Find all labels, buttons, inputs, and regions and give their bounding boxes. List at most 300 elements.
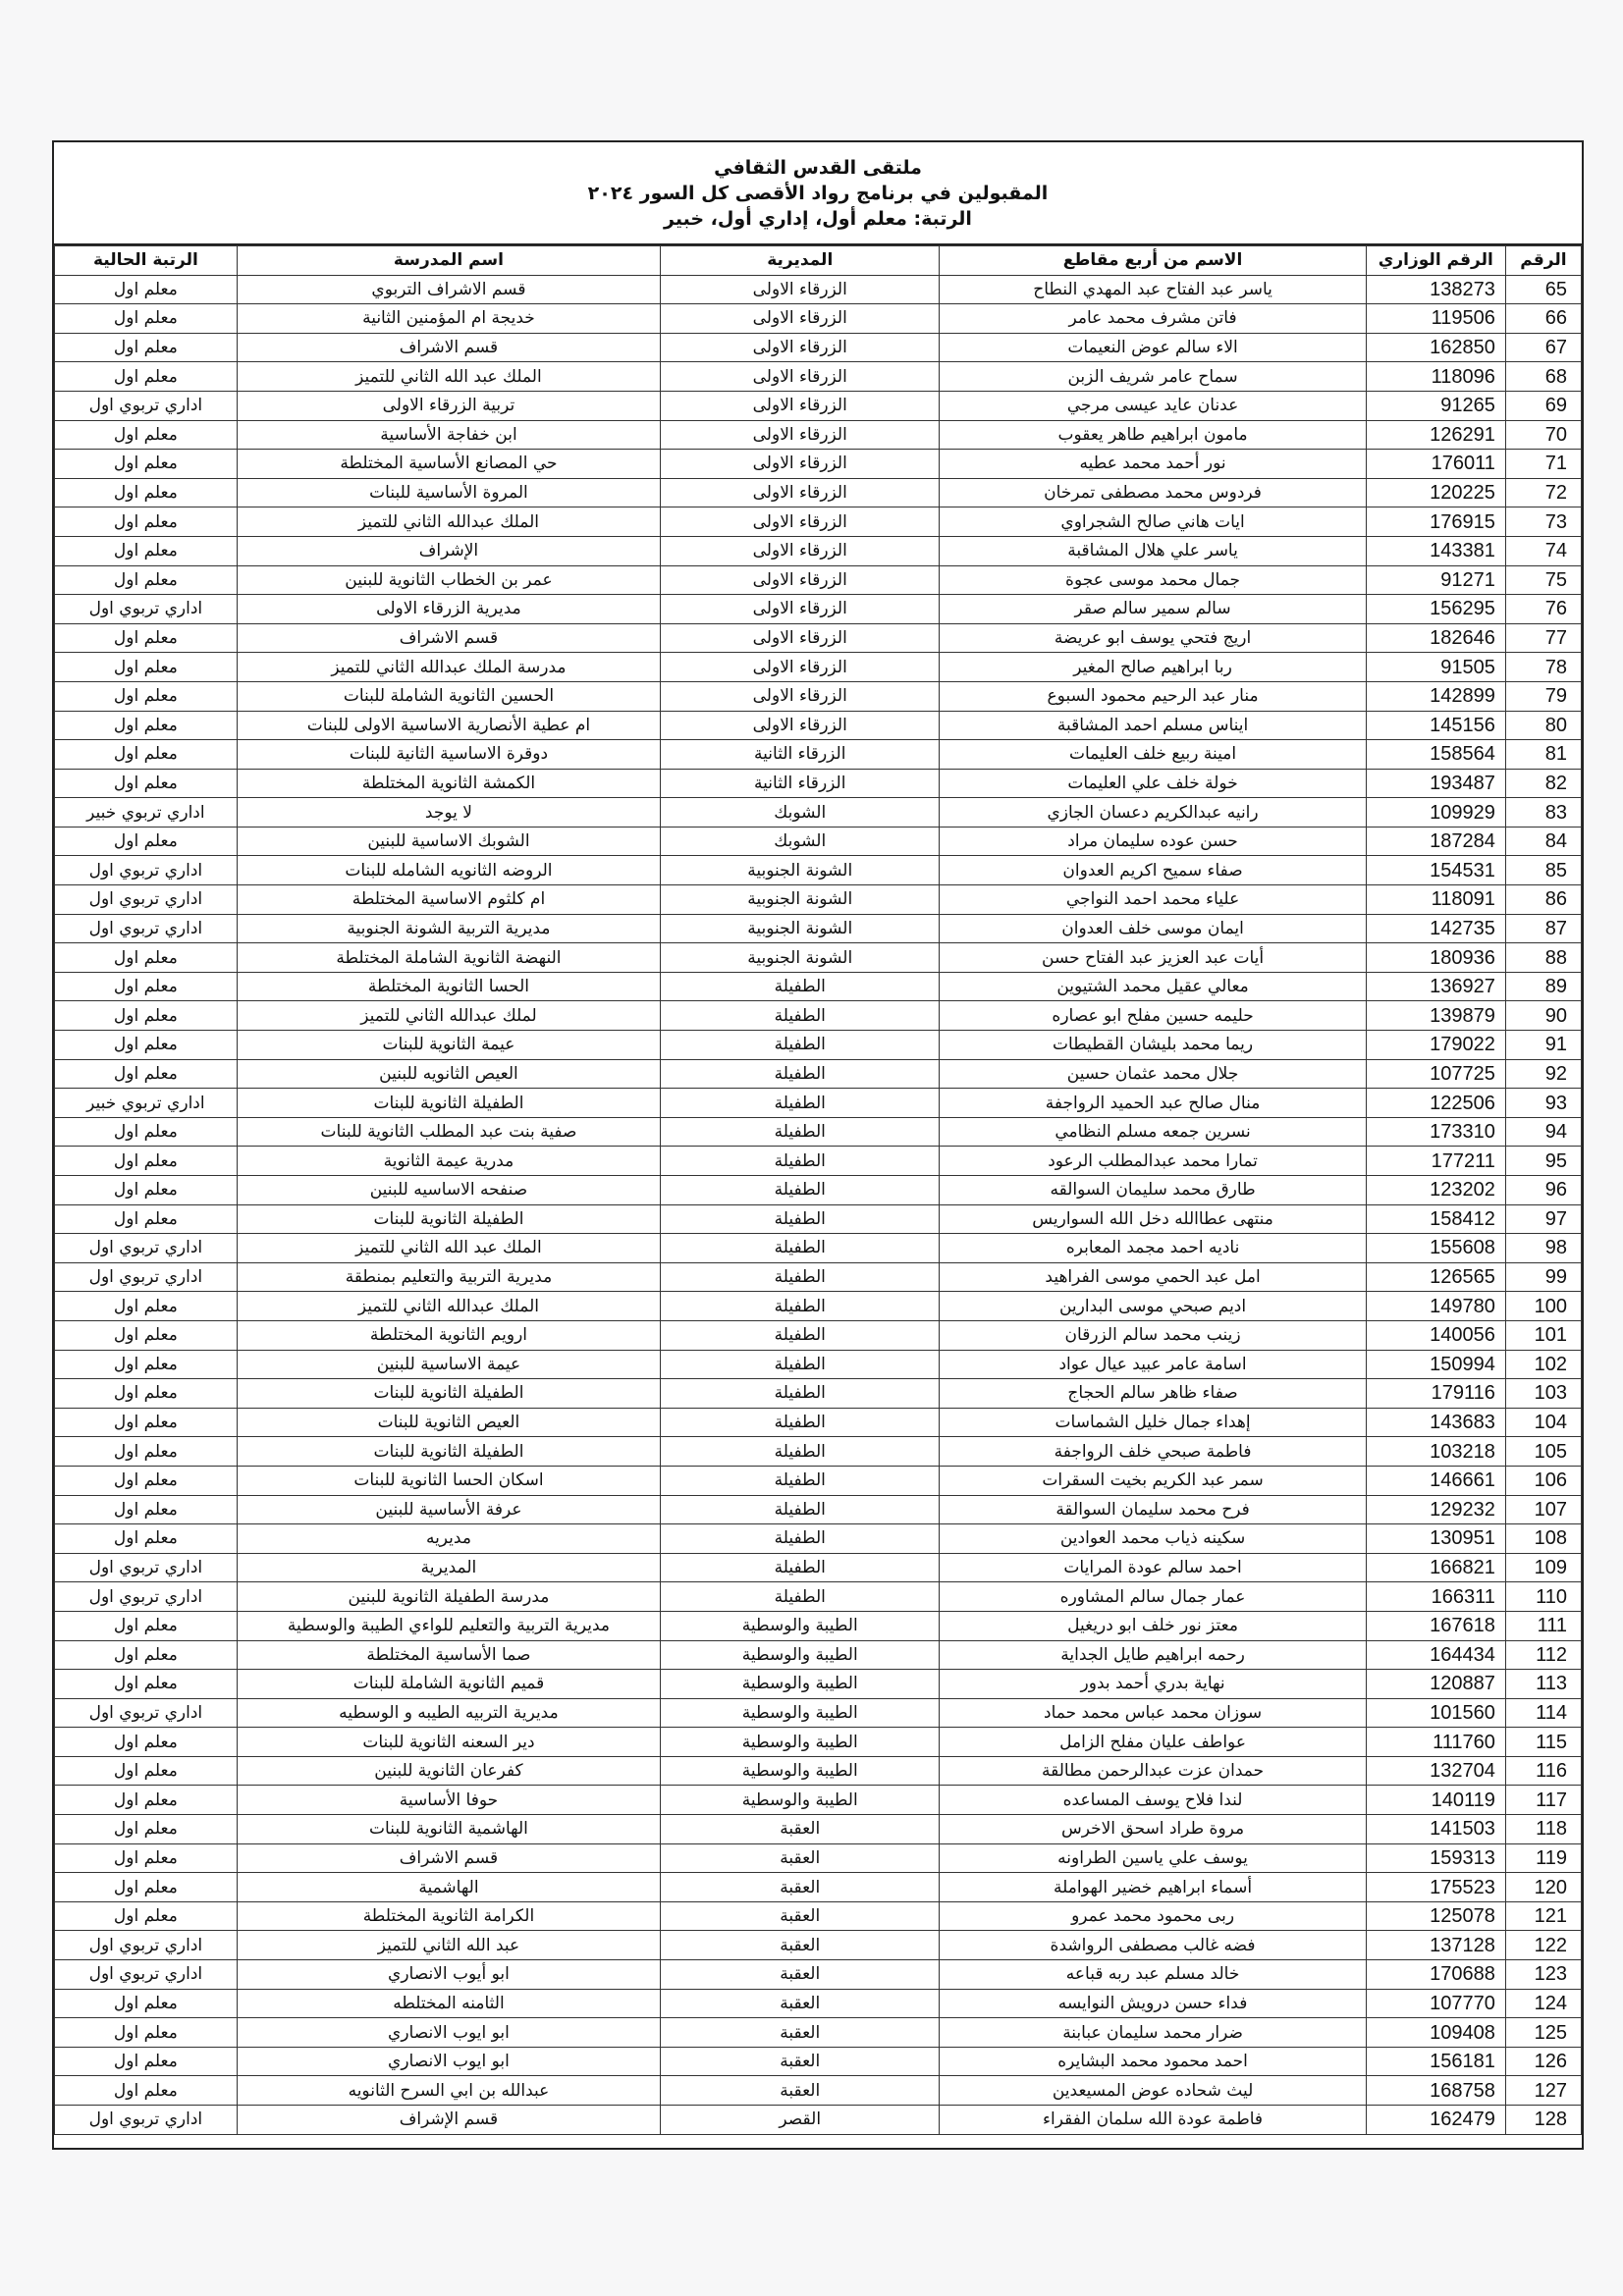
table-row <box>55 1379 1582 1409</box>
cell-directorate: الزرقاء الاولى <box>661 536 940 565</box>
table-row <box>55 653 1582 682</box>
cell-full-name: ايناس مسلم احمد المشاقبة <box>940 711 1366 740</box>
table-row <box>55 1031 1582 1060</box>
table-row <box>55 972 1582 1001</box>
cell-current-rank: اداري تربوي اول <box>55 391 238 420</box>
cell-school: قسم الاشراف التربوي <box>237 275 660 304</box>
cell-number: 126 <box>1505 2047 1581 2076</box>
cell-ministry-id: 111760 <box>1366 1728 1505 1757</box>
table-row <box>55 1204 1582 1234</box>
cell-directorate: الطيبة والوسطية <box>661 1728 940 1757</box>
cell-number: 127 <box>1505 2076 1581 2106</box>
cell-school: العيص الثانويه للبنين <box>237 1059 660 1089</box>
cell-current-rank: معلم اول <box>55 972 238 1001</box>
cell-ministry-id: 120225 <box>1366 478 1505 507</box>
header-number: الرقم <box>1505 246 1581 276</box>
cell-school: الطفيلة الثانوية للبنات <box>237 1204 660 1234</box>
cell-directorate: الزرقاء الاولى <box>661 623 940 653</box>
cell-ministry-id: 132704 <box>1366 1756 1505 1786</box>
table-row <box>55 1437 1582 1467</box>
cell-current-rank: معلم اول <box>55 1408 238 1437</box>
cell-number: 82 <box>1505 769 1581 798</box>
cell-number: 80 <box>1505 711 1581 740</box>
cell-ministry-id: 167618 <box>1366 1611 1505 1640</box>
cell-full-name: تمارا محمد عبدالمطلب الرعود <box>940 1147 1366 1176</box>
cell-full-name: نسرين جمعه مسلم النظامي <box>940 1117 1366 1147</box>
cell-full-name: عواطف عليان مفلح الزامل <box>940 1728 1366 1757</box>
cell-current-rank: معلم اول <box>55 681 238 711</box>
cell-number: 94 <box>1505 1117 1581 1147</box>
cell-full-name: ايمان موسى خلف العدوان <box>940 914 1366 943</box>
cell-current-rank: اداري تربوي اول <box>55 914 238 943</box>
cell-ministry-id: 170688 <box>1366 1960 1505 1990</box>
cell-directorate: الطفيلة <box>661 1176 940 1205</box>
header-current-rank: الرتبة الحالية <box>55 246 238 276</box>
cell-directorate: الزرقاء الثانية <box>661 740 940 770</box>
cell-current-rank: معلم اول <box>55 1873 238 1902</box>
cell-number: 87 <box>1505 914 1581 943</box>
cell-number: 105 <box>1505 1437 1581 1467</box>
cell-full-name: اديم صبحي موسى البدارين <box>940 1292 1366 1321</box>
cell-ministry-id: 179116 <box>1366 1379 1505 1409</box>
cell-school: المروة الأساسية للبنات <box>237 478 660 507</box>
cell-school: الملك عبدالله الثاني للتميز <box>237 1292 660 1321</box>
table-row <box>55 2076 1582 2106</box>
cell-current-rank: معلم اول <box>55 1728 238 1757</box>
cell-directorate: الزرقاء الاولى <box>661 333 940 362</box>
heading-rank: الرتبة: معلم أول، إداري أول، خبير <box>664 207 972 230</box>
cell-school: ارويم الثانوية المختلطة <box>237 1320 660 1350</box>
cell-current-rank: معلم اول <box>55 507 238 537</box>
cell-ministry-id: 91271 <box>1366 565 1505 595</box>
cell-school: العيص الثانوية للبنات <box>237 1408 660 1437</box>
cell-ministry-id: 130951 <box>1366 1524 1505 1554</box>
table-row <box>55 1147 1582 1176</box>
cell-full-name: فضه غالب مصطفى الرواشدة <box>940 1931 1366 1960</box>
cell-current-rank: معلم اول <box>55 1815 238 1844</box>
cell-number: 89 <box>1505 972 1581 1001</box>
cell-ministry-id: 107725 <box>1366 1059 1505 1089</box>
cell-number: 84 <box>1505 827 1581 856</box>
cell-directorate: الشونة الجنوبية <box>661 943 940 973</box>
cell-ministry-id: 101560 <box>1366 1698 1505 1728</box>
cell-full-name: رانيه عبدالكريم دعسان الجازي <box>940 798 1366 828</box>
cell-school: ابو أيوب الانصاري <box>237 1960 660 1990</box>
cell-directorate: الطفيلة <box>661 1408 940 1437</box>
cell-full-name: لندا فلاح يوسف المساعده <box>940 1786 1366 1815</box>
cell-full-name: حمدان عزت عبدالرحمن مطالقة <box>940 1756 1366 1786</box>
cell-current-rank: اداري تربوي اول <box>55 595 238 624</box>
table-header-row <box>55 246 1582 276</box>
cell-ministry-id: 166311 <box>1366 1582 1505 1612</box>
cell-full-name: إهداء جمال خليل الشماسات <box>940 1408 1366 1437</box>
cell-ministry-id: 146661 <box>1366 1466 1505 1495</box>
cell-full-name: ربا ابراهيم صالح المغير <box>940 653 1366 682</box>
cell-ministry-id: 103218 <box>1366 1437 1505 1467</box>
table-row <box>55 1350 1582 1379</box>
cell-school: عبد الله الثاني للتميز <box>237 1931 660 1960</box>
cell-full-name: أيات عبد العزيز عبد الفتاح حسن <box>940 943 1366 973</box>
header-directorate: المديرية <box>661 246 940 276</box>
cell-number: 107 <box>1505 1495 1581 1524</box>
cell-school: صنفحه الاساسيه للبنين <box>237 1176 660 1205</box>
cell-number: 88 <box>1505 943 1581 973</box>
cell-current-rank: اداري تربوي اول <box>55 1553 238 1582</box>
cell-current-rank: معلم اول <box>55 1001 238 1031</box>
cell-number: 83 <box>1505 798 1581 828</box>
table-row <box>55 1698 1582 1728</box>
cell-school: الحسا الثانوية المختلطة <box>237 972 660 1001</box>
cell-full-name: احمد سالم عودة المرايات <box>940 1553 1366 1582</box>
cell-current-rank: اداري تربوي اول <box>55 2106 238 2135</box>
cell-directorate: العقبة <box>661 2018 940 2048</box>
cell-full-name: عمار جمال سالم المشاوره <box>940 1582 1366 1612</box>
cell-full-name: ياسر علي هلال المشاقبة <box>940 536 1366 565</box>
table-row <box>55 1582 1582 1612</box>
cell-directorate: الطفيلة <box>661 1262 940 1292</box>
cell-full-name: امل عبد الحمي موسى الفراهيد <box>940 1262 1366 1292</box>
cell-full-name: زينب محمد سالم الزرقان <box>940 1320 1366 1350</box>
cell-full-name: خالد مسلم عبد ربه قباعه <box>940 1960 1366 1990</box>
table-row <box>55 595 1582 624</box>
cell-number: 90 <box>1505 1001 1581 1031</box>
table-row <box>55 943 1582 973</box>
cell-number: 69 <box>1505 391 1581 420</box>
cell-full-name: طارق محمد سليمان السوالقه <box>940 1176 1366 1205</box>
cell-ministry-id: 140056 <box>1366 1320 1505 1350</box>
cell-full-name: فاتن مشرف محمد عامر <box>940 304 1366 334</box>
cell-directorate: العقبة <box>661 1873 940 1902</box>
table-row <box>55 565 1582 595</box>
table-row <box>55 536 1582 565</box>
cell-number: 123 <box>1505 1960 1581 1990</box>
table-row <box>55 362 1582 392</box>
cell-current-rank: معلم اول <box>55 450 238 479</box>
cell-ministry-id: 173310 <box>1366 1117 1505 1147</box>
cell-current-rank: معلم اول <box>55 653 238 682</box>
cell-full-name: نور أحمد محمد عطيه <box>940 450 1366 479</box>
cell-ministry-id: 150994 <box>1366 1350 1505 1379</box>
cell-ministry-id: 129232 <box>1366 1495 1505 1524</box>
cell-school: ام كلثوم الاساسية المختلطة <box>237 885 660 915</box>
cell-number: 122 <box>1505 1931 1581 1960</box>
cell-full-name: الاء سالم عوض النعيمات <box>940 333 1366 362</box>
cell-number: 101 <box>1505 1320 1581 1350</box>
cell-directorate: الزرقاء الاولى <box>661 653 940 682</box>
cell-number: 100 <box>1505 1292 1581 1321</box>
cell-full-name: جلال محمد عثمان حسين <box>940 1059 1366 1089</box>
cell-ministry-id: 143683 <box>1366 1408 1505 1437</box>
table-row <box>55 2106 1582 2135</box>
cell-current-rank: معلم اول <box>55 2047 238 2076</box>
table-row <box>55 507 1582 537</box>
cell-ministry-id: 91265 <box>1366 391 1505 420</box>
cell-school: الثامنه المختلطه <box>237 1989 660 2018</box>
cell-school: الهاشمية <box>237 1873 660 1902</box>
table-row <box>55 769 1582 798</box>
cell-current-rank: معلم اول <box>55 1350 238 1379</box>
cell-directorate: الطفيلة <box>661 1234 940 1263</box>
cell-full-name: حليمه حسين مفلح ابو عصاره <box>940 1001 1366 1031</box>
cell-current-rank: معلم اول <box>55 1901 238 1931</box>
cell-directorate: الطفيلة <box>661 1437 940 1467</box>
cell-directorate: الزرقاء الاولى <box>661 565 940 595</box>
table-row <box>55 1901 1582 1931</box>
cell-current-rank: معلم اول <box>55 1059 238 1089</box>
cell-ministry-id: 158412 <box>1366 1204 1505 1234</box>
cell-number: 106 <box>1505 1466 1581 1495</box>
cell-ministry-id: 119506 <box>1366 304 1505 334</box>
cell-number: 109 <box>1505 1553 1581 1582</box>
cell-school: الكمشة الثانوية المختلطة <box>237 769 660 798</box>
cell-ministry-id: 155608 <box>1366 1234 1505 1263</box>
cell-current-rank: معلم اول <box>55 711 238 740</box>
cell-directorate: الطفيلة <box>661 1582 940 1612</box>
cell-directorate: الزرقاء الاولى <box>661 478 940 507</box>
table-row <box>55 1931 1582 1960</box>
cell-number: 93 <box>1505 1089 1581 1118</box>
cell-directorate: الطيبة والوسطية <box>661 1756 940 1786</box>
table-row <box>55 1786 1582 1815</box>
table-row <box>55 1756 1582 1786</box>
cell-school: مديرية التربيه الطيبه و الوسطيه <box>237 1698 660 1728</box>
cell-current-rank: معلم اول <box>55 478 238 507</box>
table-row <box>55 1873 1582 1902</box>
cell-ministry-id: 136927 <box>1366 972 1505 1001</box>
cell-directorate: الطفيلة <box>661 1320 940 1350</box>
cell-directorate: العقبة <box>661 2047 940 2076</box>
cell-school: المديرية <box>237 1553 660 1582</box>
cell-directorate: الطفيلة <box>661 1117 940 1147</box>
cell-number: 66 <box>1505 304 1581 334</box>
cell-ministry-id: 162850 <box>1366 333 1505 362</box>
cell-ministry-id: 109408 <box>1366 2018 1505 2048</box>
cell-full-name: صفاء سميح اكريم العدوان <box>940 856 1366 885</box>
cell-current-rank: معلم اول <box>55 827 238 856</box>
table-row <box>55 275 1582 304</box>
cell-directorate: الطفيلة <box>661 1524 940 1554</box>
cell-number: 111 <box>1505 1611 1581 1640</box>
table-row <box>55 623 1582 653</box>
cell-directorate: الطفيلة <box>661 1292 940 1321</box>
cell-full-name: ايات هاني صالح الشجراوي <box>940 507 1366 537</box>
cell-number: 76 <box>1505 595 1581 624</box>
table-row <box>55 1059 1582 1089</box>
cell-school: الهاشمية الثانوية للبنات <box>237 1815 660 1844</box>
cell-number: 104 <box>1505 1408 1581 1437</box>
cell-ministry-id: 118091 <box>1366 885 1505 915</box>
table-row <box>55 1524 1582 1554</box>
cell-ministry-id: 141503 <box>1366 1815 1505 1844</box>
cell-directorate: الشوبك <box>661 827 940 856</box>
cell-number: 103 <box>1505 1379 1581 1409</box>
cell-ministry-id: 159313 <box>1366 1843 1505 1873</box>
cell-school: مدرسة الطفيلة الثانوية للبنين <box>237 1582 660 1612</box>
cell-ministry-id: 149780 <box>1366 1292 1505 1321</box>
cell-school: دوقرة الاساسية الثانية للبنات <box>237 740 660 770</box>
cell-school: النهضة الثانوية الشاملة المختلطة <box>237 943 660 973</box>
table-row <box>55 681 1582 711</box>
cell-directorate: الطفيلة <box>661 972 940 1001</box>
cell-current-rank: معلم اول <box>55 420 238 450</box>
cell-directorate: العقبة <box>661 2076 940 2106</box>
cell-current-rank: معلم اول <box>55 362 238 392</box>
cell-full-name: فردوس محمد مصطفى تمرخان <box>940 478 1366 507</box>
cell-directorate: الطيبة والوسطية <box>661 1640 940 1670</box>
cell-current-rank: معلم اول <box>55 1756 238 1786</box>
cell-school: الملك عبد الله الثاني للتميز <box>237 362 660 392</box>
cell-current-rank: معلم اول <box>55 1320 238 1350</box>
cell-number: 118 <box>1505 1815 1581 1844</box>
cell-number: 77 <box>1505 623 1581 653</box>
accepted-table <box>54 245 1582 2135</box>
cell-ministry-id: 168758 <box>1366 2076 1505 2106</box>
cell-number: 96 <box>1505 1176 1581 1205</box>
cell-current-rank: معلم اول <box>55 1437 238 1467</box>
cell-school: عيمة الاساسية للبنين <box>237 1350 660 1379</box>
cell-current-rank: معلم اول <box>55 1989 238 2018</box>
cell-number: 128 <box>1505 2106 1581 2135</box>
cell-ministry-id: 109929 <box>1366 798 1505 828</box>
cell-current-rank: اداري تربوي خبير <box>55 1089 238 1118</box>
cell-current-rank: معلم اول <box>55 1379 238 1409</box>
table-row <box>55 391 1582 420</box>
heading-org: ملتقى القدس الثقافي <box>714 156 922 179</box>
table-row <box>55 1960 1582 1990</box>
cell-number: 70 <box>1505 420 1581 450</box>
header-school: اسم المدرسة <box>237 246 660 276</box>
cell-school: مدرسة الملك عبدالله الثاني للتميز <box>237 653 660 682</box>
cell-directorate: الطفيلة <box>661 1089 940 1118</box>
cell-ministry-id: 162479 <box>1366 2106 1505 2135</box>
cell-full-name: سالم سمير سالم صقر <box>940 595 1366 624</box>
cell-directorate: الطفيلة <box>661 1031 940 1060</box>
cell-school: ابن خفاجة الأساسية <box>237 420 660 450</box>
cell-school: ام عطية الأنصارية الاساسية الاولى للبنات <box>237 711 660 740</box>
cell-full-name: منتهى عطاالله دخل الله السواريس <box>940 1204 1366 1234</box>
cell-number: 92 <box>1505 1059 1581 1089</box>
cell-school: الروضه الثانويه الشامله للبنات <box>237 856 660 885</box>
cell-school: دير السعنه الثانوية للبنات <box>237 1728 660 1757</box>
table-row <box>55 1117 1582 1147</box>
cell-school: مديريه <box>237 1524 660 1554</box>
cell-school: ابو ايوب الانصاري <box>237 2047 660 2076</box>
cell-current-rank: معلم اول <box>55 565 238 595</box>
cell-directorate: العقبة <box>661 1989 940 2018</box>
cell-school: الطفيلة الثانوية للبنات <box>237 1089 660 1118</box>
cell-directorate: الطفيلة <box>661 1147 940 1176</box>
table-row <box>55 1728 1582 1757</box>
cell-directorate: الزرقاء الثانية <box>661 769 940 798</box>
cell-directorate: العقبة <box>661 1901 940 1931</box>
cell-current-rank: اداري تربوي اول <box>55 1262 238 1292</box>
cell-current-rank: اداري تربوي اول <box>55 1931 238 1960</box>
cell-school: كفرعان الثانوية للبنين <box>237 1756 660 1786</box>
cell-school: الشوبك الاساسية للبنين <box>237 827 660 856</box>
cell-school: الطفيلة الثانوية للبنات <box>237 1379 660 1409</box>
cell-number: 112 <box>1505 1640 1581 1670</box>
cell-current-rank: معلم اول <box>55 1843 238 1873</box>
table-row <box>55 1089 1582 1118</box>
cell-directorate: الشونة الجنوبية <box>661 885 940 915</box>
cell-full-name: عدنان عايد عيسى مرجي <box>940 391 1366 420</box>
cell-directorate: الطيبة والوسطية <box>661 1611 940 1640</box>
cell-number: 68 <box>1505 362 1581 392</box>
cell-number: 95 <box>1505 1147 1581 1176</box>
table-row <box>55 1495 1582 1524</box>
table-row <box>55 2047 1582 2076</box>
cell-full-name: ريما محمد بليشان القطيطات <box>940 1031 1366 1060</box>
cell-current-rank: اداري تربوي خبير <box>55 798 238 828</box>
table-row <box>55 1292 1582 1321</box>
cell-full-name: ربى محمود محمد عمرو <box>940 1901 1366 1931</box>
cell-number: 67 <box>1505 333 1581 362</box>
cell-full-name: اريج فتحي يوسف ابو عريضة <box>940 623 1366 653</box>
cell-ministry-id: 137128 <box>1366 1931 1505 1960</box>
cell-number: 121 <box>1505 1901 1581 1931</box>
cell-number: 99 <box>1505 1262 1581 1292</box>
cell-full-name: رحمه ابراهيم طايل الجداية <box>940 1640 1366 1670</box>
cell-ministry-id: 125078 <box>1366 1901 1505 1931</box>
document-heading <box>54 142 1582 245</box>
cell-ministry-id: 138273 <box>1366 275 1505 304</box>
cell-directorate: الزرقاء الاولى <box>661 507 940 537</box>
cell-current-rank: معلم اول <box>55 1147 238 1176</box>
cell-school: حوفا الأساسية <box>237 1786 660 1815</box>
table-row <box>55 827 1582 856</box>
cell-current-rank: معلم اول <box>55 1031 238 1060</box>
cell-full-name: امينة ربيع خلف العليمات <box>940 740 1366 770</box>
cell-directorate: الزرقاء الاولى <box>661 304 940 334</box>
cell-full-name: منال صالح عبد الحميد الرواجفة <box>940 1089 1366 1118</box>
table-row <box>55 1466 1582 1495</box>
cell-current-rank: معلم اول <box>55 1611 238 1640</box>
cell-school: عيمة الثانوية للبنات <box>237 1031 660 1060</box>
cell-ministry-id: 145156 <box>1366 711 1505 740</box>
cell-number: 117 <box>1505 1786 1581 1815</box>
cell-full-name: ليث شحاده عوض المسيعدين <box>940 2076 1366 2106</box>
document-sheet <box>52 140 1584 2150</box>
cell-current-rank: معلم اول <box>55 1786 238 1815</box>
cell-school: لا يوجد <box>237 798 660 828</box>
cell-current-rank: اداري تربوي اول <box>55 1960 238 1990</box>
cell-school: حي المصانع الأساسية المختلطة <box>237 450 660 479</box>
cell-directorate: الطيبة والوسطية <box>661 1786 940 1815</box>
table-row <box>55 478 1582 507</box>
cell-current-rank: معلم اول <box>55 2018 238 2048</box>
cell-number: 108 <box>1505 1524 1581 1554</box>
cell-full-name: مامون ابراهيم طاهر يعقوب <box>940 420 1366 450</box>
cell-full-name: احمد محمود محمد البشايره <box>940 2047 1366 2076</box>
cell-school: اسكان الحسا الثانوية للبنات <box>237 1466 660 1495</box>
cell-current-rank: اداري تربوي اول <box>55 1698 238 1728</box>
cell-number: 86 <box>1505 885 1581 915</box>
cell-school: مديرية التربية والتعليم بمنطقة <box>237 1262 660 1292</box>
cell-current-rank: اداري تربوي اول <box>55 1234 238 1263</box>
cell-school: الكرامة الثانوية المختلطة <box>237 1901 660 1931</box>
cell-school: قسم الاشراف <box>237 1843 660 1873</box>
cell-full-name: فداء حسن درويش النوايسه <box>940 1989 1366 2018</box>
header-ministry-id: الرقم الوزاري <box>1366 246 1505 276</box>
cell-full-name: يوسف علي ياسين الطراونه <box>940 1843 1366 1873</box>
cell-ministry-id: 139879 <box>1366 1001 1505 1031</box>
cell-full-name: فاطمة عودة الله سلمان الفقراء <box>940 2106 1366 2135</box>
cell-school: تربية الزرقاء الاولى <box>237 391 660 420</box>
cell-directorate: الزرقاء الاولى <box>661 391 940 420</box>
table-row <box>55 1553 1582 1582</box>
cell-current-rank: معلم اول <box>55 1670 238 1699</box>
cell-full-name: منار عبد الرحيم محمود السبوع <box>940 681 1366 711</box>
